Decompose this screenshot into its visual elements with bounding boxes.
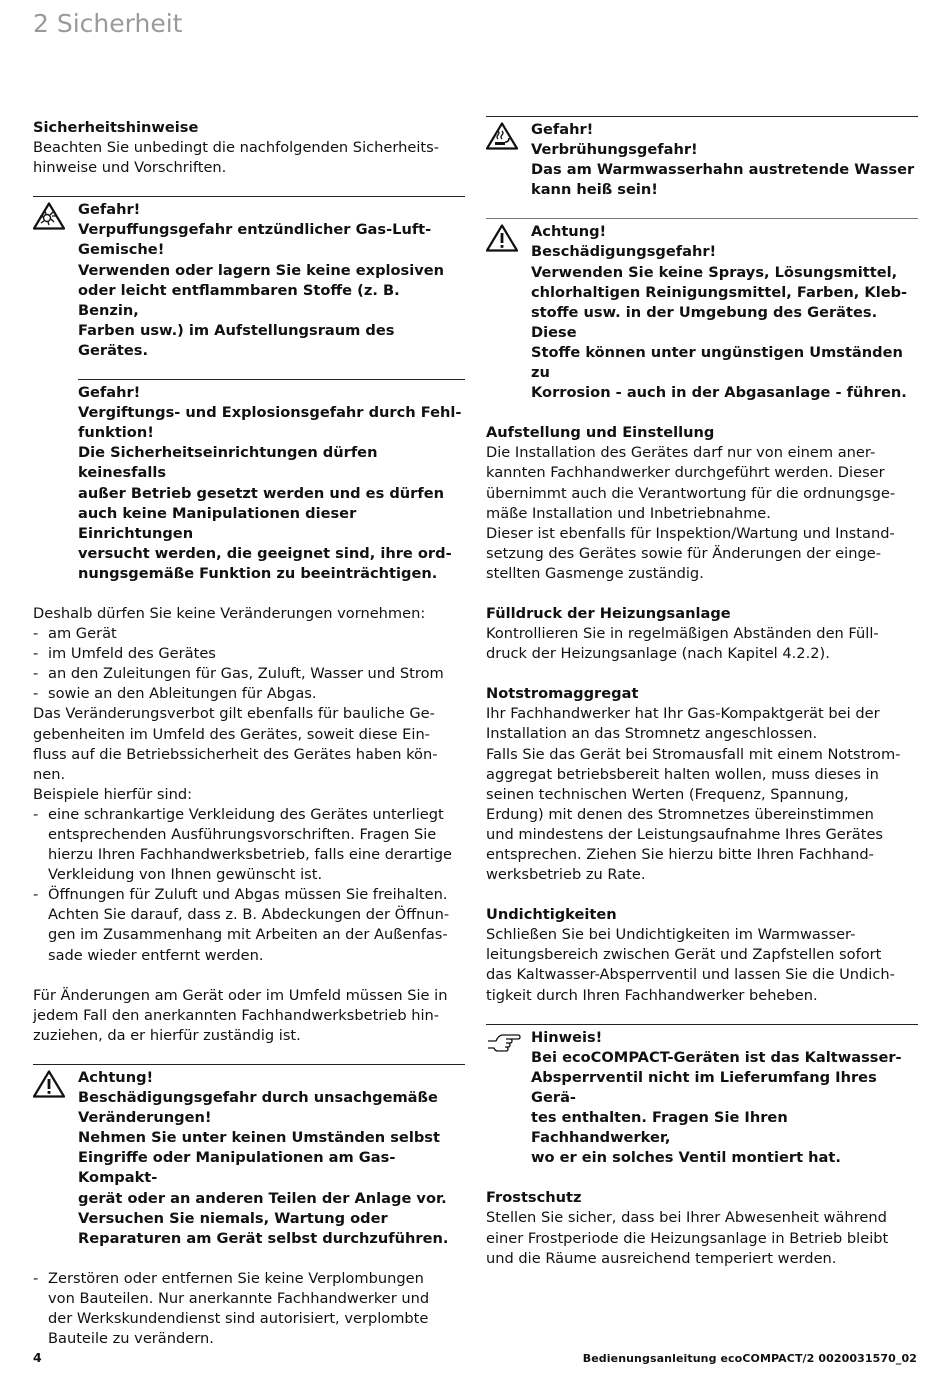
notice-line: Achtung! <box>78 1068 154 1086</box>
paragraph-line: Beispiele hierfür sind: <box>33 785 193 803</box>
paragraph-line: entsprechen. Ziehen Sie hierzu bitte Ihren Fachhand- <box>486 846 874 863</box>
paragraph-line: mäße Installation und Inbetriebnahme. <box>486 504 771 522</box>
notice-line: Verpuffungsgefahr entzündlicher Gas-Luft- <box>78 221 432 239</box>
paragraph-line: Das Veränderungsverbot gilt ebenfalls für bauliche Ge- <box>33 705 435 723</box>
section-heading-emergency-power: Notstromaggregat <box>486 685 639 703</box>
paragraph-line: Für Änderungen am Gerät oder im Umfeld müssen Sie in <box>33 986 448 1004</box>
hint-notice-valve <box>486 1025 918 1169</box>
section-heading-setup: Aufstellung und Einstellung <box>486 424 715 442</box>
paragraph-line: werksbetrieb zu Rate. <box>486 866 646 884</box>
notice-line: Bei ecoCOMPACT-Geräten ist das Kaltwasser- <box>531 1048 902 1066</box>
notice-line: Nehmen Sie unter keinen Umständen selbst <box>78 1129 440 1147</box>
notice-line: auch keine Manipulationen dieser Einrichtungen <box>78 504 357 542</box>
paragraph-line: jedem Fall den anerkannten Fachhandwerksbetrieb hin- <box>33 1006 440 1024</box>
paragraph-line: Erdung) mit denen des Stromnetzes übereinstimmen <box>486 805 874 823</box>
examples-list <box>33 805 465 966</box>
paragraph-line: aggregat betriebsbereit halten wollen, muss dieses in <box>486 765 879 783</box>
intro-line: hinweise und Vorschriften. <box>33 159 227 177</box>
section-heading-pressure: Fülldruck der Heizungsanlage <box>486 604 731 622</box>
chapter-title: 2 Sicherheit <box>33 9 183 38</box>
paragraph-line: übernimmt auch die Verantwortung für die ordnungsge- <box>486 484 896 502</box>
notice-line: Gemische! <box>78 241 165 259</box>
danger-notice-scalding <box>486 117 918 200</box>
paragraph-line: tigkeit durch Ihren Fachhandwerker beheben. <box>486 986 818 1004</box>
notice-line: Versuchen Sie niemals, Wartung oder <box>78 1209 388 1227</box>
paragraph-line: leitungsbereich zwischen Gerät und Zapfstellen sofort <box>486 946 882 964</box>
list-item-line: hierzu Ihren Fachhandwerksbetrieb, falls eine derartige <box>48 846 452 864</box>
notice-line: Korrosion - auch in der Abgasanlage - führen. <box>531 384 907 402</box>
list-item: - sowie an den Ableitungen für Abgas. <box>33 684 465 704</box>
paragraph-line: Die Installation des Gerätes darf nur von einem aner- <box>486 444 876 462</box>
seal-list <box>33 1269 465 1349</box>
notice-line: Achtung! <box>531 223 607 241</box>
notice-line: Reparaturen am Gerät selbst durchzuführen. <box>78 1229 449 1247</box>
paragraph-line: das Kaltwasser-Absperrventil und lassen Sie die Undich- <box>486 966 895 984</box>
right-column <box>486 116 918 1269</box>
page-number: 4 <box>33 1350 42 1365</box>
paragraph-line: Dieser ist ebenfalls für Inspektion/Wartung und Instand- <box>486 524 895 542</box>
notice-line: versucht werden, die geeignet sind, ihre ord- <box>78 544 452 562</box>
list-item-line: entsprechenden Ausführungsvorschriften. Fragen Sie <box>48 826 437 843</box>
warning-triangle-icon <box>486 224 518 252</box>
notice-line: Hinweis! <box>531 1028 603 1046</box>
list-item-line: - Öffnungen für Zuluft und Abgas müssen Sie freihalten. <box>48 886 448 904</box>
notice-line: Farben usw.) im Aufstellungsraum des Gerätes. <box>78 321 395 359</box>
warning-triangle-icon <box>33 1070 65 1098</box>
list-item <box>33 805 465 885</box>
paragraph-line: und mindestens der Leistungsaufnahme Ihres Gerätes <box>486 825 884 843</box>
notice-line: Beschädigungsgefahr! <box>531 243 717 261</box>
paragraph-line: Schließen Sie bei Undichtigkeiten im Warmwasser- <box>486 926 856 944</box>
attention-notice-modifications <box>33 1065 465 1249</box>
notice-line: chlorhaltigen Reinigungsmittel, Farben, Kleb- <box>531 283 908 301</box>
list-item: - an den Zuleitungen für Gas, Zuluft, Wasser und Strom <box>33 664 465 684</box>
notice-line: wo er ein solches Ventil montiert hat. <box>531 1149 841 1167</box>
paragraph-line: und die Räume ausreichend temperiert werden. <box>486 1249 837 1267</box>
paragraph-line: Kontrollieren Sie in regelmäßigen Abständen den Füll- <box>486 625 879 643</box>
list-item-line: der Werkskundendienst sind autorisiert, verplombte <box>48 1309 429 1327</box>
notice-line: funktion! <box>78 424 154 442</box>
paragraph-line: setzung des Gerätes sowie für Änderungen der einge- <box>486 544 881 562</box>
notice-line: Das am Warmwasserhahn austretende Wasser <box>531 161 915 179</box>
notice-line: Die Sicherheitseinrichtungen dürfen keinesfalls <box>78 444 378 482</box>
paragraph-line: kannten Fachhandwerker durchgeführt werden. Dieser <box>486 464 885 482</box>
notice-line: Stoffe können unter ungünstigen Umständen zu <box>531 343 903 382</box>
notice-line: Gefahr! <box>531 121 594 138</box>
section-heading-leaks: Undichtigkeiten <box>486 906 617 924</box>
notice-line: kann heiß sein! <box>531 181 658 199</box>
scalding-warning-icon <box>486 122 518 150</box>
notice-line: tes enthalten. Fragen Sie Ihren Fachhandwerker, <box>531 1109 788 1147</box>
list-item: - im Umfeld des Gerätes <box>33 644 465 664</box>
paragraph-line: Installation an das Stromnetz angeschlossen. <box>486 725 818 743</box>
list-item-line: Bauteile zu verändern. <box>48 1330 214 1348</box>
notice-line: Gefahr! <box>78 384 141 402</box>
paragraph-line: nen. <box>33 765 66 783</box>
intro-line: Beachten Sie unbedingt die nachfolgenden Sicherheits- <box>33 139 439 157</box>
notice-line: Verwenden Sie keine Sprays, Lösungsmittel, <box>531 263 898 281</box>
list-item-line: - eine schrankartige Verkleidung des Gerätes unterliegt <box>48 805 444 823</box>
paragraph-line: Stellen Sie sicher, dass bei Ihrer Abwesenheit während <box>486 1209 887 1227</box>
notice-line: Vergiftungs- und Explosionsgefahr durch Fehl- <box>78 404 462 422</box>
notice-line: stoffe usw. in der Umgebung des Gerätes. Diese <box>531 303 878 341</box>
list-item-line: gen im Zusammenhang mit Arbeiten an der Außenfas- <box>48 926 448 944</box>
paragraph-line: Ihr Fachhandwerker hat Ihr Gas-Kompaktgerät bei der <box>486 705 880 723</box>
document-title: Bedienungsanleitung ecoCOMPACT/2 0020031570_02 <box>582 1352 917 1365</box>
list-item-line: - Zerstören oder entfernen Sie keine Verplombungen <box>48 1269 424 1287</box>
list-item-line: Verkleidung von Ihnen gewünscht ist. <box>48 866 323 884</box>
notice-line: oder leicht entflammbaren Stoffe (z. B. Benzin, <box>78 281 400 319</box>
list-item-line: von Bauteilen. Nur anerkannte Fachhandwerker und <box>48 1289 430 1307</box>
paragraph-line: Falls Sie das Gerät bei Stromausfall mit einem Notstrom- <box>486 745 901 763</box>
paragraph-line: zuziehen, da er hierfür zuständig ist. <box>33 1026 301 1044</box>
notice-line: Eingriffe oder Manipulationen am Gas-Kompakt- <box>78 1149 396 1187</box>
notice-line: Absperrventil nicht im Lieferumfang Ihres Gerä- <box>531 1068 877 1106</box>
changes-intro: Deshalb dürfen Sie keine Veränderungen vornehmen: <box>33 604 426 622</box>
paragraph-line: seinen technischen Werten (Frequenz, Spannung, <box>486 785 849 803</box>
changes-list <box>33 624 465 704</box>
notice-line: Verbrühungsgefahr! <box>531 141 698 159</box>
list-item-line: sade wieder entfernt werden. <box>48 946 264 964</box>
pointing-hand-icon <box>486 1032 518 1060</box>
paragraph-line: fluss auf die Betriebssicherheit des Gerätes haben kön- <box>33 745 438 763</box>
explosion-warning-icon <box>33 202 65 230</box>
notice-line: Beschädigungsgefahr durch unsachgemäße <box>78 1089 438 1107</box>
notice-line: außer Betrieb gesetzt werden und es dürfen <box>78 484 445 502</box>
notice-line: Veränderungen! <box>78 1109 212 1127</box>
notice-line: Gefahr! <box>78 201 141 219</box>
section-heading-safety: Sicherheitshinweise <box>33 119 199 136</box>
notice-line: Verwenden oder lagern Sie keine explosiven <box>78 261 445 279</box>
paragraph-line: druck der Heizungsanlage (nach Kapitel 4.2.2). <box>486 645 830 663</box>
attention-notice-chemicals <box>486 219 918 403</box>
notice-line: nungsgemäße Funktion zu beeinträchtigen. <box>78 564 438 582</box>
danger-notice-deflagration <box>33 197 465 361</box>
danger-notice-poisoning <box>33 380 465 584</box>
list-item: - am Gerät <box>33 624 465 644</box>
list-item <box>33 1269 465 1349</box>
paragraph-line: gebenheiten im Umfeld des Gerätes, soweit diese Ein- <box>33 725 430 743</box>
section-heading-frost: Frostschutz <box>486 1189 582 1207</box>
paragraph-line: einer Frostperiode die Heizungsanlage in Betrieb bleibt <box>486 1229 889 1247</box>
notice-line: gerät oder an anderen Teilen der Anlage vor. <box>78 1189 447 1207</box>
list-item <box>33 885 465 965</box>
paragraph-line: stellten Gasmenge zuständig. <box>486 564 704 582</box>
list-item-line: Achten Sie darauf, dass z. B. Abdeckungen der Öffnun- <box>48 906 450 924</box>
left-column <box>33 118 465 1349</box>
